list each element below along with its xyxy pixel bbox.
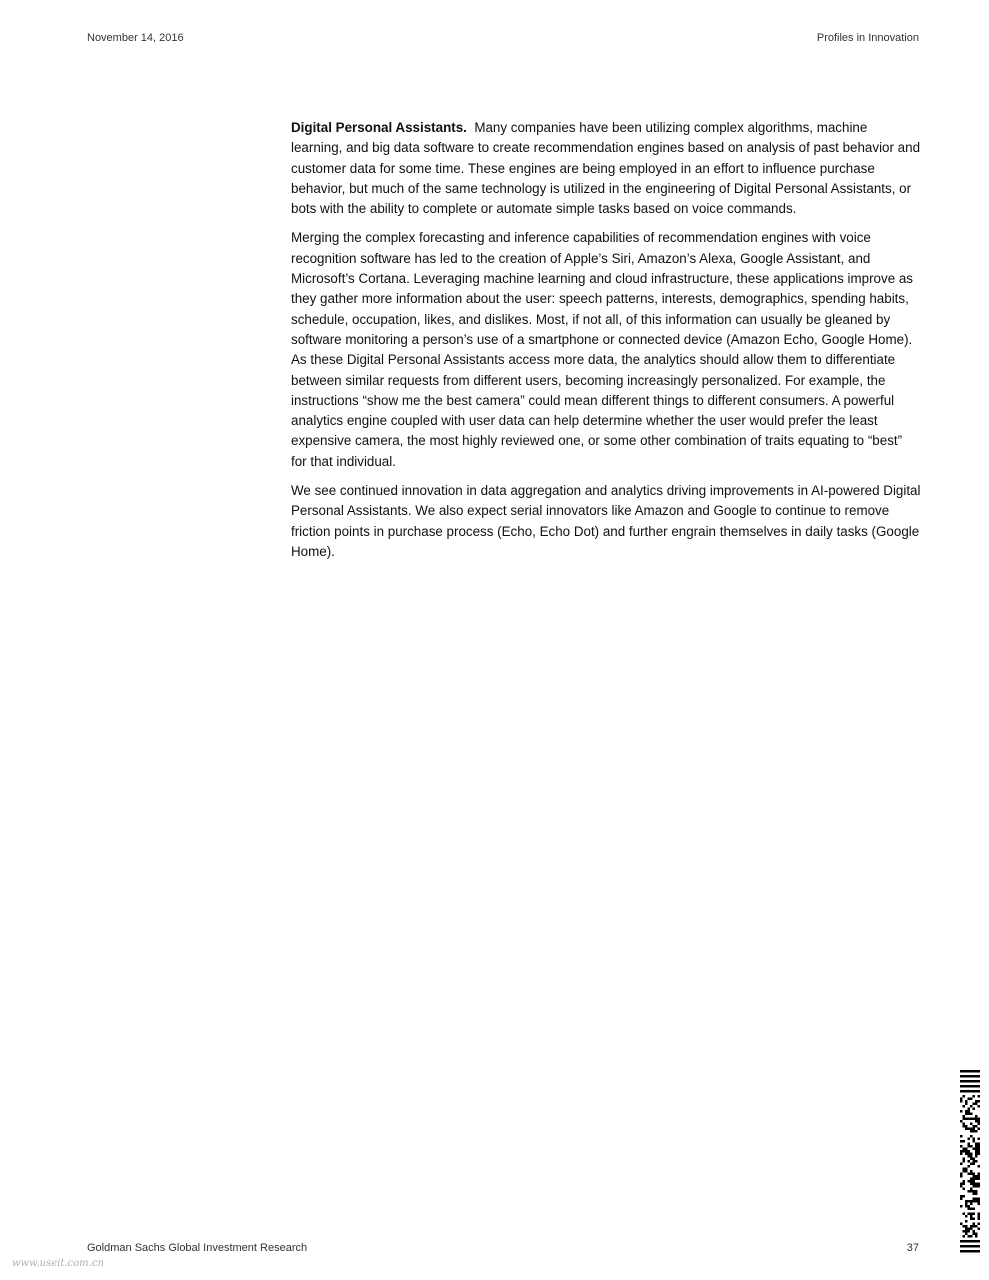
footer-publisher: Goldman Sachs Global Investment Research [87,1242,308,1254]
paragraph-2: Merging the complex forecasting and inference capabilities of recommendation engines with voice recognition software has led to the creation of Apple’s Siri, Amazon’s Alexa, Google Assistant, and Microsoft’s Cortana. Leveraging machine learning and cloud infrastructure, these applications improve as they gather more information about the user: speech patterns, interests, demographics, spending habits, schedule, occupation, likes, and dislikes. Most, if not all, of this information can usually be gleaned by software monitoring a person’s use of a smartphone or connected device (Amazon Echo, Google Home). As these Digital Personal Assistants access more data, the analytics should allow them to differentiate between similar requests from different users, becoming increasingly personalized. For example, the instructions “show me the best camera” could mean different things to different consumers. A powerful analytics engine coupled with user data can help determine whether the user would prefer the least expensive camera, the most highly reviewed one, or some other combination of traits equating to “best” for that individual. [291,230,914,469]
paragraph-1 [291,118,921,219]
header-series-title: Profiles in Innovation [816,32,919,44]
paragraph-1-text: Many companies have been utilizing complex algorithms, machine learning, and big data software to create recommendation engines based on analysis of past behavior and customer data for some time. These engines are being employed in an effort to influence purchase behavior, but much of the same technology is utilized in the engineering of Digital Personal Assistants, or bots with the ability to complete or automate simple tasks based on voice commands. [291,120,921,217]
watermark-url: www.useit.com.cn [12,1258,104,1269]
page-number: 37 [906,1242,919,1254]
article-body [291,118,921,571]
paragraph-lead-heading: Digital Personal Assistants. [291,120,467,135]
header-date: November 14, 2016 [87,32,184,44]
document-barcode [960,1070,980,1255]
paragraph-3: We see continued innovation in data aggregation and analytics driving improvements in AI-powered Digital Personal Assistants. We also expect serial innovators like Amazon and Google to continue to remove friction points in purchase process (Echo, Echo Dot) and further engrain themselves in daily tasks (Google Home). [291,483,921,559]
